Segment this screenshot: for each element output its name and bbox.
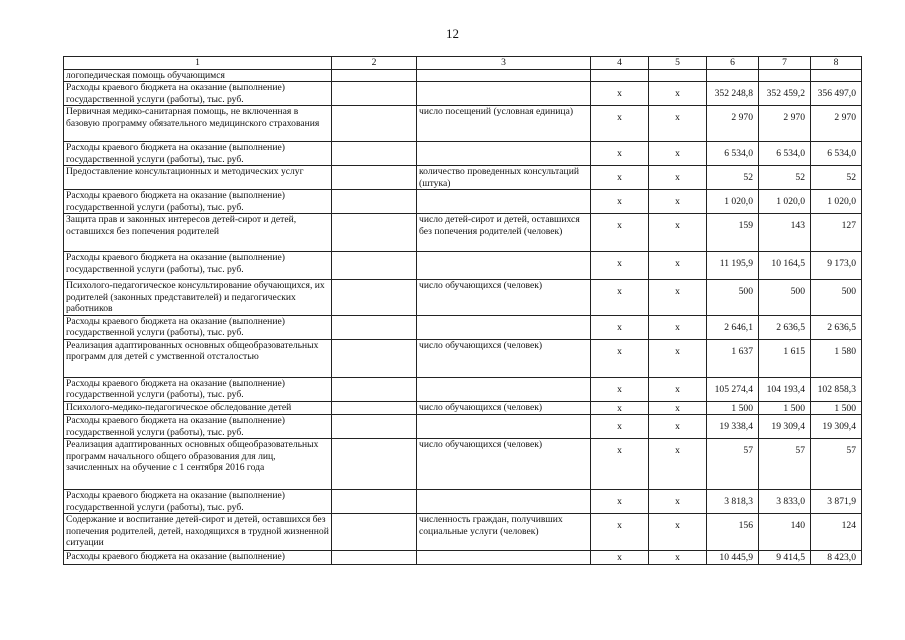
service-name-cell: Психолого-педагогическое консультирование обучающихся, их родителей (законных представителей) и педагогических работников: [64, 280, 332, 316]
service-name-cell: Расходы краевого бюджета на оказание (выполнение) государственной услуги (работы), тыс. руб.: [64, 142, 332, 166]
table-row: [64, 415, 862, 439]
table-row: [64, 401, 862, 415]
value-year-1-cell: 11 195,9: [707, 252, 759, 280]
column-5-cell: х: [649, 514, 707, 551]
value-year-2-cell: 2 970: [759, 106, 811, 142]
column-number: 3: [417, 57, 591, 70]
table-row: [64, 439, 862, 490]
column-2-cell: [332, 514, 417, 551]
column-2-cell: [332, 415, 417, 439]
value-year-3-cell: 127: [811, 214, 862, 252]
column-2-cell: [332, 106, 417, 142]
column-4-cell: х: [591, 551, 649, 565]
page-number: 12: [446, 26, 459, 41]
indicator-cell: [417, 69, 591, 82]
value-year-1-cell: 10 445,9: [707, 551, 759, 565]
column-2-cell: [332, 377, 417, 401]
value-year-3-cell: 52: [811, 166, 862, 190]
column-2-cell: [332, 551, 417, 565]
value-year-2-cell: 140: [759, 514, 811, 551]
column-4-cell: х: [591, 190, 649, 214]
table-row: [64, 69, 862, 82]
value-year-2-cell: 6 534,0: [759, 142, 811, 166]
service-name-cell: Содержание и воспитание детей-сирот и детей, оставшихся без попечения родителей, детей, находящихся в трудной жизненной ситуации: [64, 514, 332, 551]
service-name-cell: Расходы краевого бюджета на оказание (выполнение) государственной услуги (работы), тыс. руб.: [64, 415, 332, 439]
column-4-cell: х: [591, 252, 649, 280]
column-4-cell: х: [591, 166, 649, 190]
table-row: [64, 166, 862, 190]
value-year-2-cell: 500: [759, 280, 811, 316]
column-5-cell: х: [649, 439, 707, 490]
value-year-1-cell: [707, 69, 759, 82]
value-year-2-cell: 10 164,5: [759, 252, 811, 280]
table-row: [64, 280, 862, 316]
column-number: 8: [811, 57, 862, 70]
value-year-1-cell: 500: [707, 280, 759, 316]
indicator-cell: численность граждан, получивших социальные услуги (человек): [417, 514, 591, 551]
column-4-cell: х: [591, 214, 649, 252]
column-2-cell: [332, 439, 417, 490]
service-name-cell: Психолого-медико-педагогическое обследование детей: [64, 401, 332, 415]
indicator-cell: число посещений (условная единица): [417, 106, 591, 142]
indicator-cell: [417, 315, 591, 339]
value-year-2-cell: 9 414,5: [759, 551, 811, 565]
column-4-cell: х: [591, 106, 649, 142]
column-4-cell: х: [591, 280, 649, 316]
service-name-cell: Расходы краевого бюджета на оказание (выполнение) государственной услуги (работы), тыс. руб.: [64, 490, 332, 514]
value-year-3-cell: 356 497,0: [811, 82, 862, 106]
table-row: [64, 490, 862, 514]
service-name-cell: Расходы краевого бюджета на оказание (выполнение) государственной услуги (работы), тыс. руб.: [64, 315, 332, 339]
value-year-3-cell: 1 020,0: [811, 190, 862, 214]
column-number: 5: [649, 57, 707, 70]
value-year-1-cell: 156: [707, 514, 759, 551]
table-row: [64, 514, 862, 551]
value-year-3-cell: 57: [811, 439, 862, 490]
column-5-cell: х: [649, 142, 707, 166]
service-name-cell: Первичная медико-санитарная помощь, не включенная в базовую программу обязательного медицинского страхования: [64, 106, 332, 142]
column-2-cell: [332, 82, 417, 106]
value-year-1-cell: 3 818,3: [707, 490, 759, 514]
column-number: 4: [591, 57, 649, 70]
column-5-cell: х: [649, 377, 707, 401]
column-5-cell: [649, 69, 707, 82]
indicator-cell: [417, 142, 591, 166]
column-5-cell: х: [649, 190, 707, 214]
value-year-2-cell: 104 193,4: [759, 377, 811, 401]
column-4-cell: х: [591, 142, 649, 166]
column-2-cell: [332, 401, 417, 415]
column-4-cell: х: [591, 415, 649, 439]
value-year-3-cell: 6 534,0: [811, 142, 862, 166]
table-row: [64, 339, 862, 377]
value-year-2-cell: 57: [759, 439, 811, 490]
column-5-cell: х: [649, 551, 707, 565]
indicator-cell: [417, 415, 591, 439]
indicator-cell: число детей-сирот и детей, оставшихся без попечения родителей (человек): [417, 214, 591, 252]
value-year-2-cell: 52: [759, 166, 811, 190]
value-year-2-cell: 352 459,2: [759, 82, 811, 106]
service-name-cell: Расходы краевого бюджета на оказание (выполнение) государственной услуги (работы), тыс. руб.: [64, 190, 332, 214]
column-5-cell: х: [649, 415, 707, 439]
column-2-cell: [332, 490, 417, 514]
column-5-cell: х: [649, 315, 707, 339]
column-4-cell: х: [591, 82, 649, 106]
budget-table: [63, 56, 862, 565]
column-2-cell: [332, 142, 417, 166]
service-name-cell: Реализация адаптированных основных общеобразовательных программ для детей с умственной отсталостью: [64, 339, 332, 377]
column-4-cell: х: [591, 401, 649, 415]
indicator-cell: [417, 377, 591, 401]
value-year-3-cell: 8 423,0: [811, 551, 862, 565]
value-year-3-cell: 102 858,3: [811, 377, 862, 401]
value-year-2-cell: 3 833,0: [759, 490, 811, 514]
service-name-cell: Расходы краевого бюджета на оказание (выполнение) государственной услуги (работы), тыс. руб.: [64, 82, 332, 106]
column-4-cell: х: [591, 490, 649, 514]
value-year-3-cell: 19 309,4: [811, 415, 862, 439]
value-year-1-cell: 2 646,1: [707, 315, 759, 339]
indicator-cell: [417, 551, 591, 565]
value-year-1-cell: 2 970: [707, 106, 759, 142]
column-5-cell: х: [649, 280, 707, 316]
column-number: 6: [707, 57, 759, 70]
service-name-cell: Расходы краевого бюджета на оказание (выполнение) государственной услуги (работы), тыс. руб.: [64, 252, 332, 280]
table-row: [64, 106, 862, 142]
value-year-3-cell: 9 173,0: [811, 252, 862, 280]
table-row: [64, 377, 862, 401]
indicator-cell: [417, 490, 591, 514]
column-number: 1: [64, 57, 332, 70]
column-4-cell: х: [591, 339, 649, 377]
value-year-1-cell: 1 020,0: [707, 190, 759, 214]
value-year-1-cell: 19 338,4: [707, 415, 759, 439]
value-year-2-cell: 1 500: [759, 401, 811, 415]
value-year-3-cell: 2 970: [811, 106, 862, 142]
indicator-cell: число обучающихся (человек): [417, 339, 591, 377]
column-5-cell: х: [649, 401, 707, 415]
table-row: [64, 214, 862, 252]
column-2-cell: [332, 339, 417, 377]
table-row: [64, 190, 862, 214]
column-2-cell: [332, 315, 417, 339]
column-number: 7: [759, 57, 811, 70]
indicator-cell: число обучающихся (человек): [417, 439, 591, 490]
value-year-2-cell: 143: [759, 214, 811, 252]
indicator-cell: [417, 82, 591, 106]
value-year-1-cell: 105 274,4: [707, 377, 759, 401]
column-2-cell: [332, 69, 417, 82]
value-year-2-cell: 1 615: [759, 339, 811, 377]
column-5-cell: х: [649, 339, 707, 377]
value-year-1-cell: 159: [707, 214, 759, 252]
service-name-cell: Предоставление консультационных и методических услуг: [64, 166, 332, 190]
service-name-cell: логопедическая помощь обучающимся: [64, 69, 332, 82]
value-year-1-cell: 6 534,0: [707, 142, 759, 166]
value-year-2-cell: 1 020,0: [759, 190, 811, 214]
indicator-cell: число обучающихся (человек): [417, 401, 591, 415]
column-5-cell: х: [649, 106, 707, 142]
value-year-1-cell: 57: [707, 439, 759, 490]
column-5-cell: х: [649, 166, 707, 190]
value-year-3-cell: 124: [811, 514, 862, 551]
table-row: [64, 315, 862, 339]
column-2-cell: [332, 190, 417, 214]
value-year-3-cell: 1 500: [811, 401, 862, 415]
value-year-2-cell: 2 636,5: [759, 315, 811, 339]
indicator-cell: число обучающихся (человек): [417, 280, 591, 316]
value-year-3-cell: 1 580: [811, 339, 862, 377]
column-2-cell: [332, 166, 417, 190]
value-year-1-cell: 52: [707, 166, 759, 190]
service-name-cell: Расходы краевого бюджета на оказание (выполнение) государственной услуги (работы), тыс. руб.: [64, 377, 332, 401]
value-year-3-cell: [811, 69, 862, 82]
value-year-3-cell: 500: [811, 280, 862, 316]
indicator-cell: [417, 252, 591, 280]
table-row: [64, 82, 862, 106]
column-5-cell: х: [649, 82, 707, 106]
table-row: [64, 551, 862, 565]
value-year-1-cell: 1 500: [707, 401, 759, 415]
indicator-cell: [417, 190, 591, 214]
value-year-2-cell: 19 309,4: [759, 415, 811, 439]
column-number: 2: [332, 57, 417, 70]
column-2-cell: [332, 252, 417, 280]
column-2-cell: [332, 280, 417, 316]
value-year-3-cell: 3 871,9: [811, 490, 862, 514]
column-4-cell: х: [591, 315, 649, 339]
column-2-cell: [332, 214, 417, 252]
value-year-1-cell: 1 637: [707, 339, 759, 377]
service-name-cell: Защита прав и законных интересов детей-сирот и детей, оставшихся без попечения родителей: [64, 214, 332, 252]
value-year-1-cell: 352 248,8: [707, 82, 759, 106]
value-year-3-cell: 2 636,5: [811, 315, 862, 339]
service-name-cell: Расходы краевого бюджета на оказание (выполнение): [64, 551, 332, 565]
column-number-row: [64, 57, 862, 70]
column-5-cell: х: [649, 252, 707, 280]
column-5-cell: х: [649, 214, 707, 252]
column-4-cell: х: [591, 514, 649, 551]
column-4-cell: х: [591, 377, 649, 401]
service-name-cell: Реализация адаптированных основных общеобразовательных программ начального общего образования для лиц, зачисленных на обучение с 1 сентября 2016 года: [64, 439, 332, 490]
table-row: [64, 252, 862, 280]
column-5-cell: х: [649, 490, 707, 514]
column-4-cell: х: [591, 439, 649, 490]
value-year-2-cell: [759, 69, 811, 82]
indicator-cell: количество проведенных консультаций (штука): [417, 166, 591, 190]
table-row: [64, 142, 862, 166]
column-4-cell: [591, 69, 649, 82]
